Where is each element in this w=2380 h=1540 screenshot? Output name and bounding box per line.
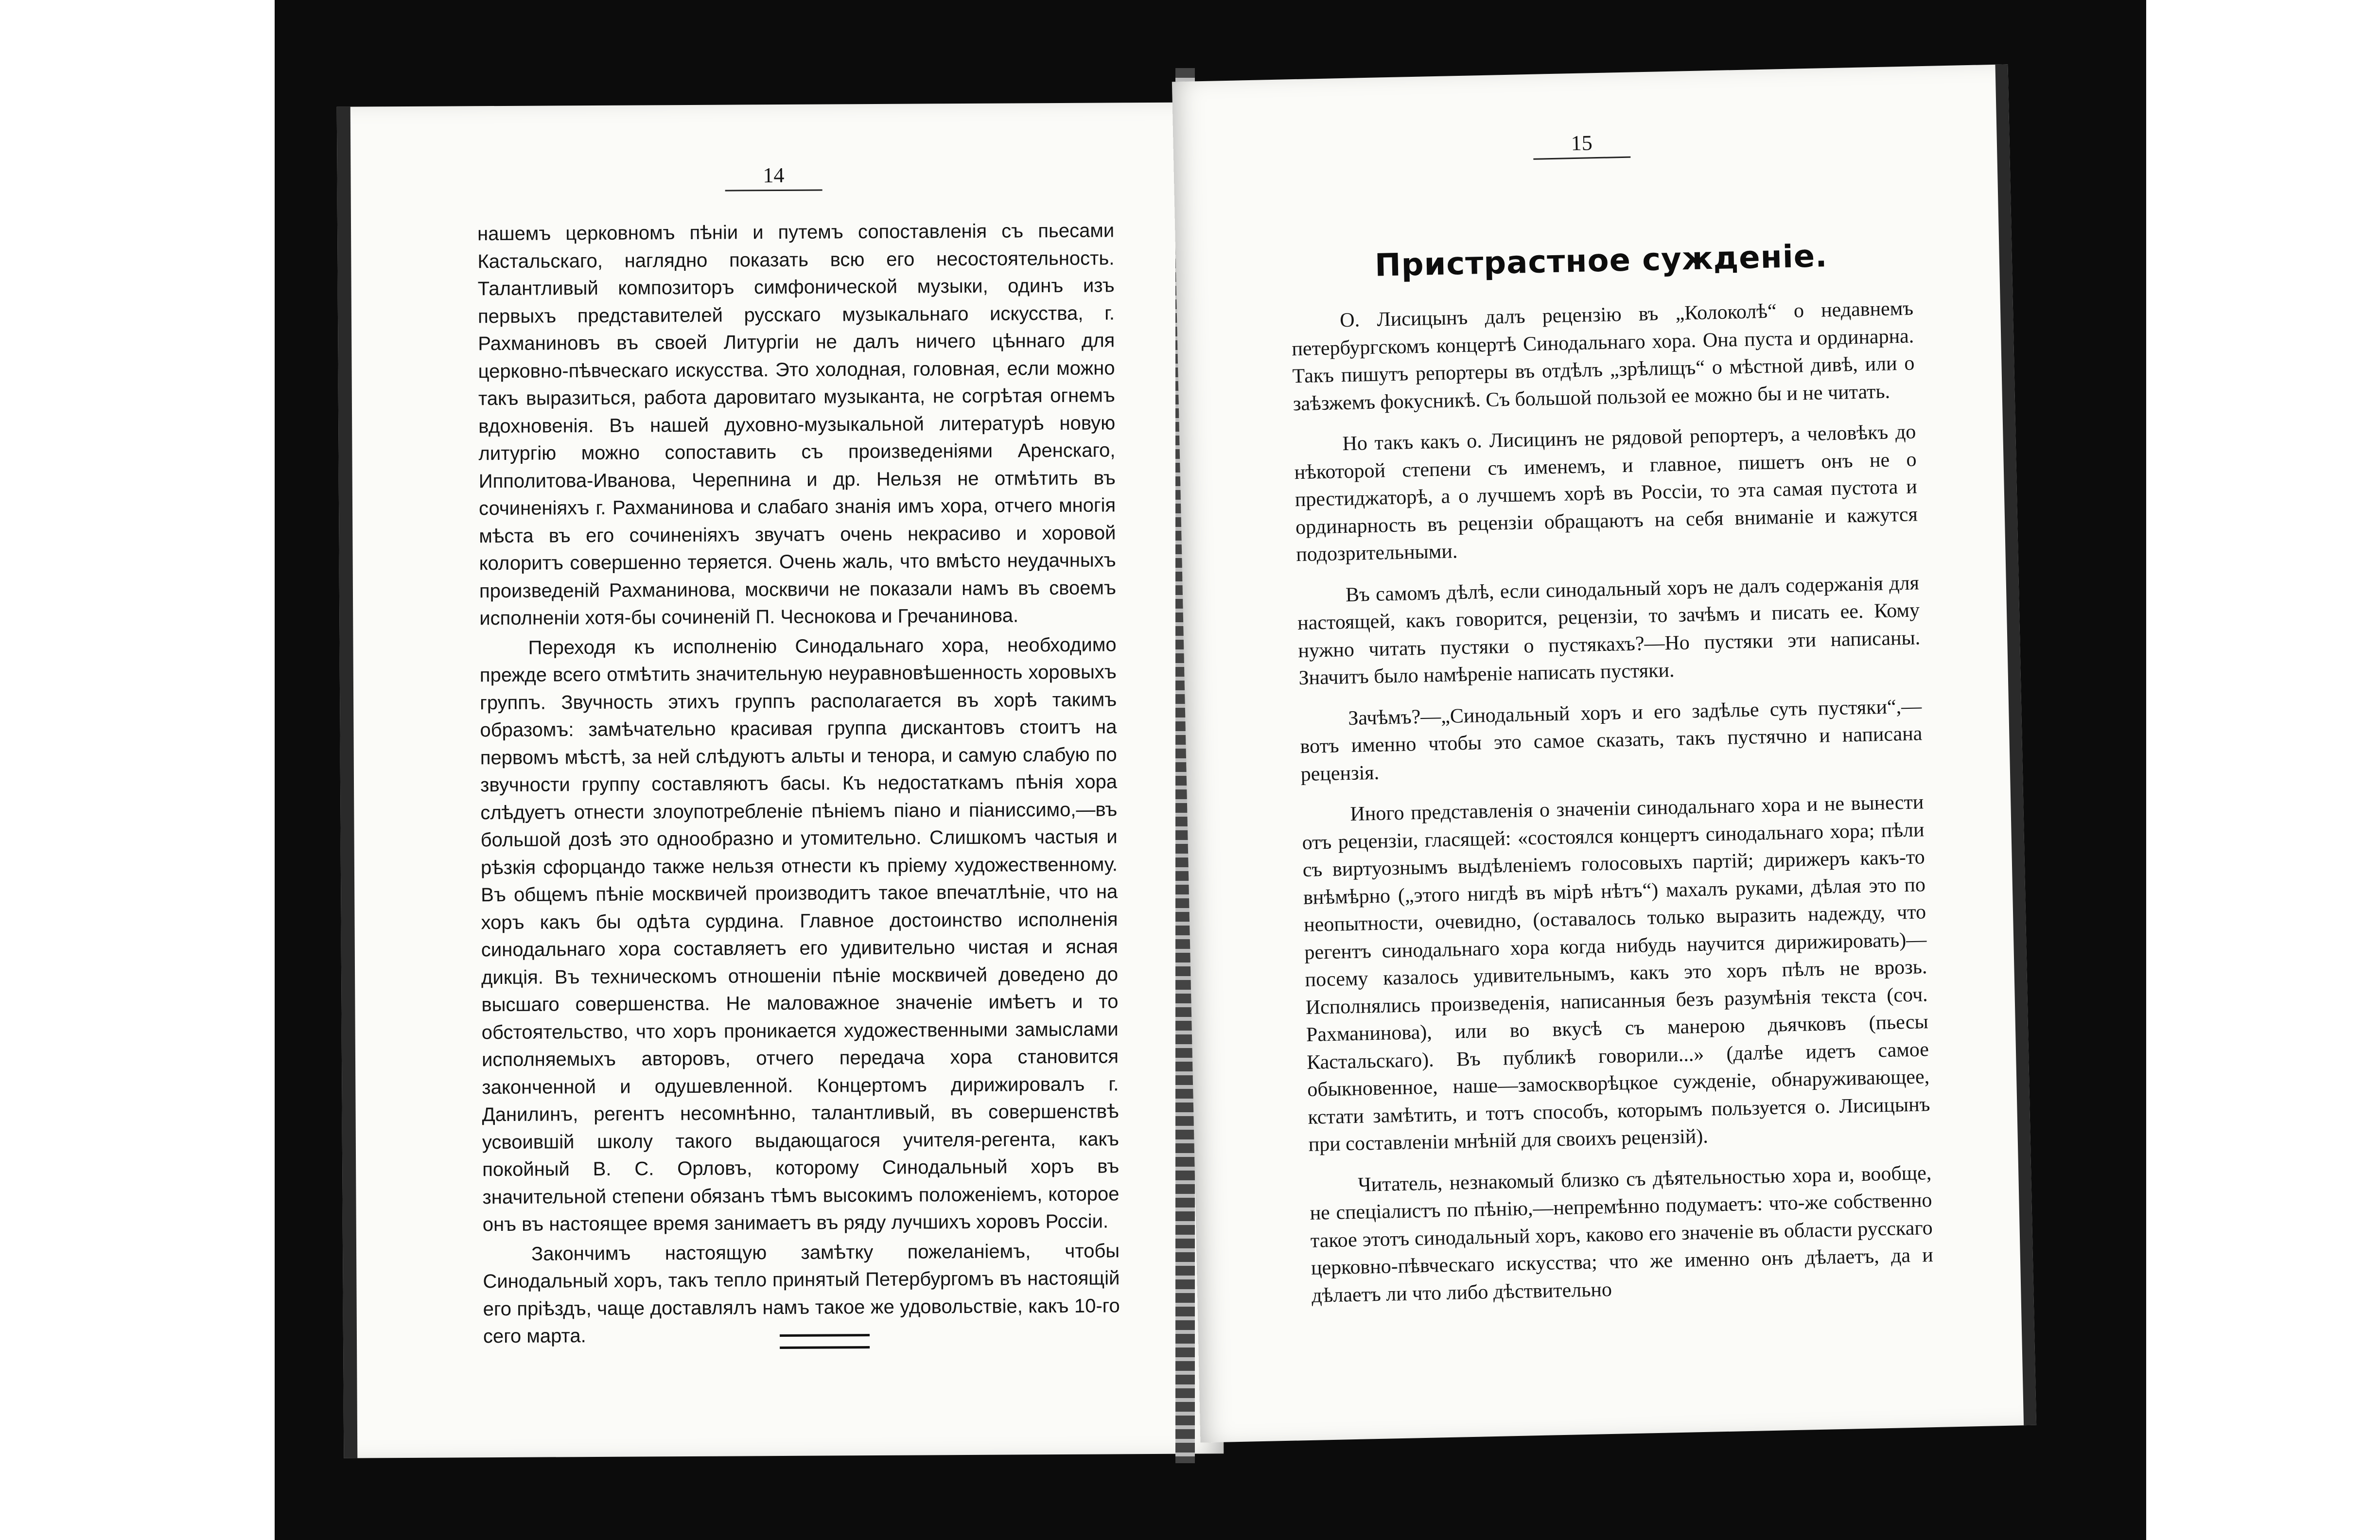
right-page-text: [1291, 295, 1934, 1309]
paragraph: Но такъ какъ о. Лисицинъ не рядовой репортеръ, а человѣкъ до нѣкоторой степени съ именемъ, и главное, пишетъ онъ не о престиджаторѣ, а о лучшемъ хорѣ въ Россіи, то эта самая пустота и ординарность въ рецензіи обращаютъ на себя вниманіе и кажутся подозрительными.: [1294, 420, 1918, 566]
paragraph: Иного представленія о значеніи синодальнаго хора и не вынести отъ рецензіи, гласящей: «состоялся концертъ синодальнаго хора; пѣли съ виртуознымъ выдѣленіемъ голосовыхъ партій; дирижеръ какъ-то внѣмѣрно („этого нигдѣ въ мірѣ нѣтъ“) махалъ руками, дѣлая это по неопытности, очевидно, (оставалось только выразить надежду, что регентъ синодальнаго хора когда нибудь научится дирижировать)—посему казалось удивительнымъ, какъ это хоръ пѣлъ не врозь. Исполнялись произведенія, написанныя безъ разумѣнія текста (соч. Рахманинова), или во вкусѣ съ манерою дьячковъ (пьесы Кастальскаго). Въ публикѣ говорили...» (далѣе идетъ самое обыкновенное, наше—замоскворѣцкое сужденіе, обнаруживающее, кстати замѣтить, и тотъ способъ, которымъ пользуется о. Лисицынъ при составленіи мнѣній для своихъ рецензій).: [1302, 791, 1930, 1156]
section-end-rule: [780, 1334, 870, 1349]
paragraph: Закончимъ настоящую замѣтку пожеланіемъ, чтобы Синодальный хоръ, такъ тепло принятый Петербургомъ въ настоящій его пріѣздъ, чаще доставлялъ намъ такое же удовольствіе, какъ 10-го сего марта.: [483, 1240, 1120, 1348]
paragraph: Въ самомъ дѣлѣ, если синодальный хоръ не далъ содержанія для настоящей, какъ говорится, рецензіи, то зачѣмъ и писать ее. Кому нужно читать пустяки о пустякахъ?—Но пустяки эти написаны. Значитъ было намѣреніе написать пустяки.: [1297, 571, 1921, 690]
paragraph: Читатель, незнакомый близко съ дѣятельностью хора и, вообще, не спеціалистъ по пѣнію,—непремѣнно подумаетъ: что-же собственно такое этотъ синодальный хоръ, каково его значеніе въ области русскаго церковно-пѣвческаго искусства; что же именно онъ дѣлаетъ, да и дѣлаетъ ли что либо дѣствительно: [1310, 1161, 1934, 1307]
paragraph: нашемъ церковномъ пѣніи и путемъ сопоставленія съ пьесами Кастальскаго, наглядно показать всю его несостоятельность. Талантливый композиторъ симфонической музыки, одинъ изъ первыхъ представителей русскаго музыкальнаго искусства, г. Рахманиновъ въ своей Литургіи не далъ ничего цѣннаго для церковно-пѣвческаго искусства. Это холодная, головная, если можно такъ выразиться, работа даровитаго музыканта, не согрѣтая огнемъ вдохновенія. Въ нашей духовно-музыкальной литературѣ новую литургію можно сопоставить съ произведеніями Аренскаго, Ипполитова-Иванова, Черепнина и др. Нельзя не отмѣтить въ сочиненіяхъ г. Рахманинова и слабаго знанія имъ хора, отчего многія мѣста въ его сочиненіяхъ звучатъ очень некрасиво и хоровой колоритъ совершенно теряется. Очень жаль, что вмѣсто неудачныхъ произведеній Рахманинова, москвичи не показали намъ въ своемъ исполненіи хотя-бы сочиненій П. Чеснокова и Гречанинова.: [477, 220, 1117, 630]
paragraph: Переходя къ исполненію Синодальнаго хора, необходимо прежде всего отмѣтить значительную неуравновѣшенность хоровыхъ группъ. Звучность этихъ группъ располагается въ хорѣ такимъ образомъ: замѣчательно красивая группа дискантовъ стоитъ на первомъ мѣстѣ, за ней слѣдуютъ альты и тенора, и самую слабую по звучности группу составляютъ басы. Къ недостаткамъ пѣнія хора слѣдуетъ отнести злоупотребленіе пѣніемъ піано и піанисcимо,—въ большой дозѣ это однообразно и утомительно. Слишкомъ частыя и рѣзкія сфорцандо также нельзя отнести къ пріему художественному. Въ общемъ пѣніе москвичей производитъ такое впечатлѣніе, что на хоръ какъ бы одѣта сурдина. Главное достоинство исполненія синодальнаго хора составляетъ его удивительно чистая и ясная дикція. Въ техническомъ отношеніи пѣніе москвичей доведено до высшаго совершенства. Не маловажное значеніе имѣетъ и то обстоятельство, что хоръ проникается художественными замыслами исполняемыхъ авторовъ, отчего передача хора становится законченной и одушевленной. Концертомъ дирижировалъ г. Данилинъ, регентъ несомнѣнно, талантливый, въ совершенствѣ усвоившій школу такого выдающагося учителя-регента, какъ покойный В. С. Орловъ, которому Синодальный хоръ въ значительной степени обязанъ тѣмъ высокимъ положеніемъ, которое онъ въ настоящее время занимаетъ въ ряду лучшихъ хоровъ Россіи.: [479, 633, 1120, 1236]
article-title: Пристрастное сужденіе.: [1374, 238, 1828, 284]
right-page: [1172, 64, 2036, 1442]
page-number: 14: [725, 163, 822, 192]
page-number: 15: [1533, 130, 1630, 160]
paragraph: Зачѣмъ?—„Синодальный хоръ и его задѣлье суть пустяки“,— вотъ именно чтобы это самое сказать, такъ пустячно и написана рецензія.: [1300, 695, 1923, 786]
paragraph: О. Лисицынъ далъ рецензію въ „Колоколѣ“ о недавнемъ петербургскомъ концертѣ Синодальнаго хора. Она пуста и ординарна. Такъ пишутъ репортеры въ отдѣлъ „зрѣлищъ“ о мѣстной дивѣ, или о заѣзжемъ фокусникѣ. Съ большой пользой ее можно бы и не читать.: [1291, 297, 1915, 415]
left-page-text: [477, 217, 1120, 1350]
left-page: [337, 102, 1224, 1458]
